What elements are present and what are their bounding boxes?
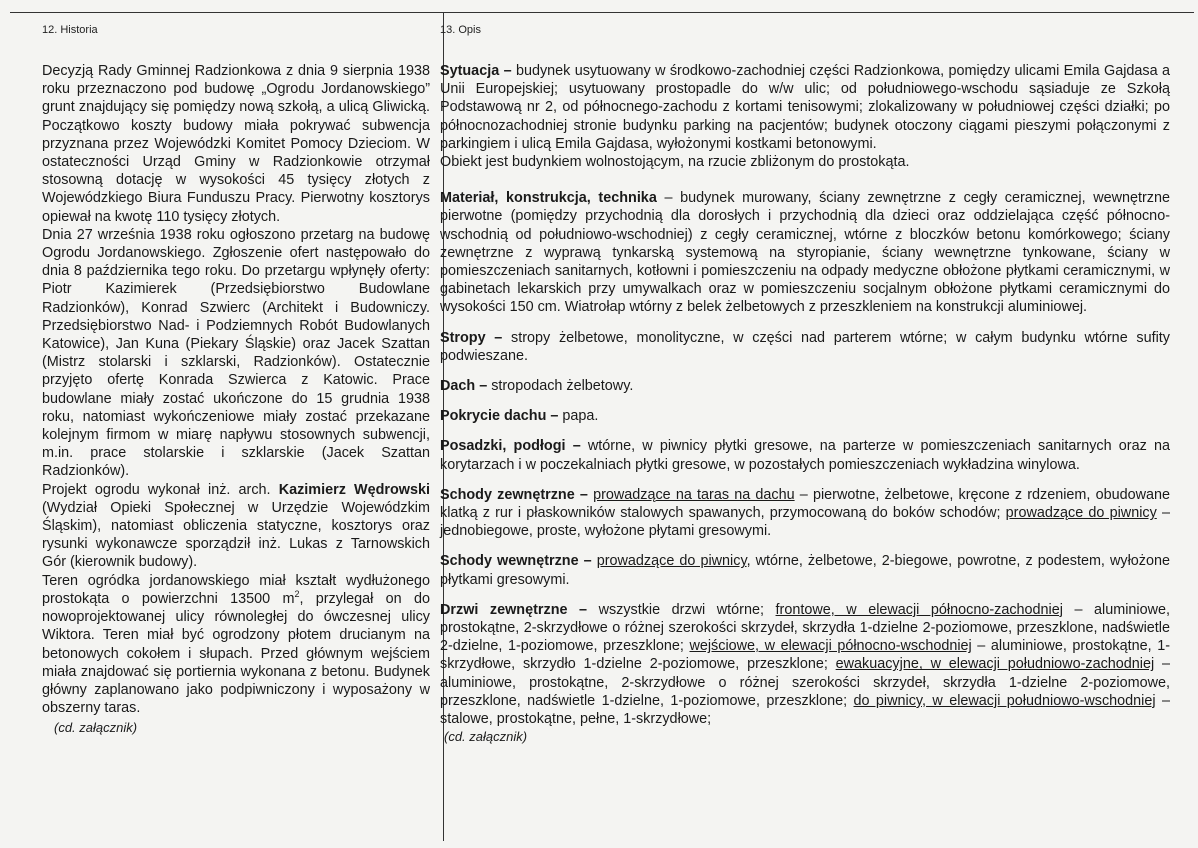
schody-piwnica-underlined: prowadzące do piwnicy [1005, 505, 1157, 522]
section-schody-wewnetrzne [440, 552, 1170, 588]
pokrycie-text: papa. [558, 408, 599, 425]
description-column [440, 62, 1170, 747]
section-schody-zewnetrzne [440, 486, 1170, 541]
sytuacja-text-2: Obiekt jest budynkiem wolnostojącym, na rzucie zbliżonym do prostokąta. [440, 154, 910, 171]
history-p4-post: , przylegał on do nowoprojektowanej ulicy równoległej do ówczesnej ulicy Wiktora. Teren miał być ogrodzony płotem drucianym na betonowych cokołem i słupach. Przed głównym wejściem miała znajdować się portiernia wykonana z betonu. Budynek główny zaplanowano jako podpiwniczony i wyposażony w obszerny taras. [42, 590, 430, 717]
history-paragraph-2: Dnia 27 września 1938 roku ogłoszono przetarg na budowę Ogrodu Jordanowskiego. Zgłoszenie ofert następowało do dnia 8 października tego roku. Do przetargu wpłynęły oferty: Piotr Kazimierek (Przedsiębiorstwo Budowlane Radzionków), Konrad Szwierc (Architekt i Budowniczy. Przedsiębiorstwo Nad- i Podziemnych Robót Budowlanych Katowice), Jan Kuna (Piekary Śląskie) oraz Jacek Szattan (Mistrz stolarski i szklarski, Radzionków). Ostatecznie przyjęto ofertę Konrada Szwierca z Katowic. Prace budowlane miały zostać ukończone do 15 grudnia 1938 roku, natomiast wykończeniowe miały zostać przekazane kolejnym firmom w miarę napływu stosownych subwencji, m.in. prace stolarskie i szklarskie (Jacek Szattan Radzionków). [42, 226, 430, 480]
drzwi-text-2: – aluminiowe, prostokątne, 2-skrzydłowe o różnej szerokości skrzydeł, skrzydła 1-dzielne 2-poziomowe, przeszklone, nadświetle 2-dzielne, 1-poziomowe, przeszklone; [440, 601, 1171, 655]
schody-wewnetrzne-underlined: prowadzące do piwnicy [596, 553, 747, 570]
drzwi-text-3: – aluminiowe, prostokątne, 1-skrzydłowe, skrzydło 1-dzielne 2-poziomowe, przeszklone; [440, 638, 1170, 673]
schody-wewnetrzne-heading: Schody wewnętrzne – [440, 553, 592, 570]
sytuacja-heading: Sytuacja – [440, 63, 512, 79]
continuation-note-right: (cd. załącznik) [444, 729, 528, 745]
dach-text: stropodach żelbetowy. [487, 378, 634, 395]
history-p3-pre: Projekt ogrodu wykonał inż. arch. [42, 481, 279, 498]
schody-zewnetrzne-heading: Schody zewnętrzne – [440, 486, 588, 503]
schody-wewnetrzne-text: , wtórne, żelbetowe, 2-biegowe, powrotne, z podestem, wyłożone płytkami gresowymi. [440, 553, 1170, 588]
schody-taras-underlined: prowadzące na taras na dachu [593, 486, 795, 503]
section-pokrycie [440, 407, 1170, 425]
history-paragraph-3 [42, 481, 430, 572]
history-p3-post: (Wydział Opieki Społecznej w Urzędzie Wojewódzkim Śląskim), natomiast obliczenia statyczne, kosztorys oraz rysunki wykonawcze sporządził inż. Lukas z Tarnowskich Gór (kierownik budowy). [42, 499, 430, 571]
material-text: – budynek murowany, ściany zewnętrzne z cegły ceramicznej, wewnętrzne pierwotne (pomiędzy przychodnią dla dorosłych i przychodnią dla dzieci oraz oddzielająca część północno-wschodnią od południowo-wschodniej) z cegły ceramicznej, wtórne z bloczków betonu komórkowego; ściany zewnętrzne z wyprawą tynkarską systemową na styropianie, ściany wewnętrzne tynkowane, ściany w pomieszczeniach sanitarnych, kotłowni i pomieszczeniu na odpady medyczne obłożone płytkami ceramicznymi, w gabinetach lekarskich przy umywalkach oraz w pomieszczeniu socjalnym obłożone płytkami ceramicznymi do wysokości 150 cm. Wiatrołap wtórny z belek żelbetowych z przeszkleniem na konstrukcji aluminiowej. [440, 190, 1171, 316]
pokrycie-heading: Pokrycie dachu – [440, 408, 559, 425]
section-stropy [440, 329, 1170, 365]
drzwi-text-4: – aluminiowe, prostokątne, 2-skrzydłowe o różnej szerokości skrzydeł, skrzydła 1-dzielne 2-poziomowe, przeszklone, nadświetle 1-dzielne, 1-poziomowe, przeszklone; [440, 656, 1170, 709]
drzwi-heading: Drzwi zewnętrzne – [440, 601, 588, 618]
area-unit-superscript: 2 [294, 589, 300, 600]
sytuacja-text: budynek usytuowany w środkowo-zachodniej części Radzionkowa, pomiędzy ulicami Emila Gajdasa a Unii Europejskiej; usytuowany prostopadle do w/w ulic; od południowego-wschodu sąsiaduje ze Szkołą Podstawową nr 2, od północnego-zachodu z kortami tenisowymi; zlokalizowany w południowej części działki; po północnozachodniej stronie budynku parking na pacjentów; budynek otoczony ciągami pieszymi połączonymi z parkingiem i ulicą Emila Gajdasa, wyłożonymi kostkami betonowymi. [440, 63, 1170, 152]
drzwi-frontowe-underlined: frontowe, w elewacji północno-zachodniej [775, 601, 1063, 618]
section-material [440, 189, 1170, 316]
drzwi-text-1: wszystkie drzwi wtórne; [587, 601, 776, 618]
section-header-description: 13. Opis [440, 24, 481, 36]
schody-zewnetrzne-text-2: – jednobiegowe, proste, wyłożone płytami gresowymi. [440, 505, 1170, 540]
architect-name: Kazimierz Wędrowski [278, 481, 430, 498]
stropy-heading: Stropy – [440, 329, 503, 346]
history-paragraph-1: Decyzją Rady Gminnej Radzionkowa z dnia 9 sierpnia 1938 roku przeznaczono pod budowę „Ogrodu Jordanowskiego” grunt znajdujący się pomiędzy nową szkołą, a ulicą Gliwicką. Początkowo koszty budowy miała pokrywać subwencja przyznana przez Wojewódzki Komitet Pomocy Dzieciom. W ostateczności Urząd Gminy w Radzionkowie otrzymał stosowną dotację w wysokości 45 tysięcy złotych z Wojewódzkiego Biura Funduszu Pracy. Pierwotny kosztorys opiewał na kwotę 110 tysięcy złotych. [42, 63, 430, 225]
posadzki-text: wtórne, w piwnicy płytki gresowe, na parterze w pomieszczeniach sanitarnych oraz na korytarzach i w poczekalniach płytki gresowe, w pozostałych pomieszczeniach wykładzina winylowa. [440, 438, 1170, 473]
drzwi-text-5: – stalowe, prostokątne, pełne, 1-skrzydłowe; [440, 692, 1170, 728]
history-column [42, 62, 430, 738]
section-header-history: 12. Historia [42, 24, 98, 36]
history-p4-pre: Teren ogródka jordanowskiego miał kształt wydłużonego prostokąta o powierzchni 13500 m [42, 572, 430, 607]
section-drzwi [440, 601, 1170, 728]
drzwi-piwnica-underlined: do piwnicy, w elewacji południowo-wschodniej [853, 692, 1156, 709]
section-dach [440, 377, 1170, 395]
dach-heading: Dach – [440, 378, 488, 395]
continuation-note-left: (cd. załącznik) [54, 720, 138, 736]
section-posadzki [440, 437, 1170, 473]
drzwi-ewakuacyjne-underlined: ewakuacyjne, w elewacji południowo-zachodniej [835, 656, 1155, 673]
material-heading: Materiał, konstrukcja, technika [440, 190, 657, 207]
drzwi-wejsciowe-underlined: wejściowe, w elewacji północno-wschodniej [689, 638, 972, 655]
stropy-text: stropy żelbetowe, monolityczne, w części nad parterem wtórne; w całym budynku wtórne sufity podwieszane. [440, 329, 1171, 364]
schody-zewnetrzne-text-1: – pierwotne, żelbetowe, kręcone z rdzeniem, obudowane klatką z rur i płaskowników stalowych spawanych, przymocowaną do boków schodów; [440, 486, 1171, 522]
history-paragraph-4 [42, 572, 430, 718]
posadzki-heading: Posadzki, podłogi – [440, 438, 581, 455]
section-sytuacja [440, 62, 1170, 171]
